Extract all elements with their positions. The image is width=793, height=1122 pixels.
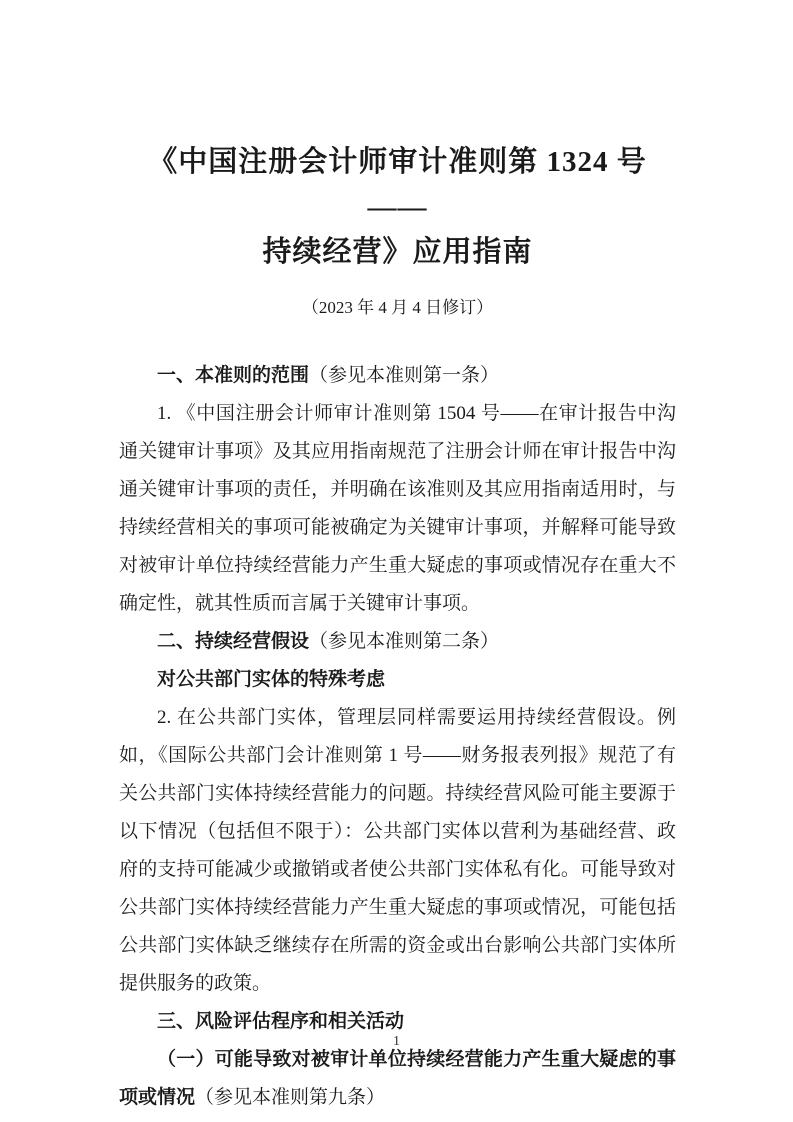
paragraph-1: 1. 《中国注册会计师审计准则第 1504 号——在审计报告中沟通关键审计事项》及其应用指南规范了注册会计师在审计报告中沟通关键审计事项的责任，并明确在该准则及其应用指南适用时，与持续经营相关的事项可能被确定为关键审计事项，并解释可能导致对被审计单位持续经营能力产生重大疑虑的事项或情况存在重大不确定性，就其性质而言属于关键审计事项。 — [119, 403, 676, 614]
document-content — [0, 140, 793, 1117]
paragraph-2: 2. 在公共部门实体，管理层同样需要运用持续经营假设。例如，《国际公共部门会计准则第 1 号——财务报表列报》规范了有关公共部门实体持续经营能力的问题。持续经营风险可能主要源于以下情况（包括但不限于）：公共部门实体以营利为基础经营、政府的支持可能减少或撤销或者使公共部门实体私有化。可能导致对公共部门实体持续经营能力产生重大疑虑的事项或情况，可能包括公共部门实体缺乏继续存在所需的资金或出台影响公共部门实体所提供服务的政策。 — [119, 707, 676, 994]
section-heading-scope-label: 一、本准则的范围 — [157, 365, 310, 386]
section-heading-going-concern-assumption-reference: （参见本准则第二条） — [309, 631, 500, 652]
section-heading-scope — [119, 357, 676, 395]
subsection-heading-events-conditions-label: （一）可能导致对被审计单位持续经营能力产生重大疑虑的事项或情况 — [119, 1049, 676, 1108]
revision-date-subtitle: （2023 年 4 月 4 日修订） — [301, 298, 494, 317]
section-heading-scope-reference: （参见本准则第一条） — [309, 365, 500, 386]
section-heading-going-concern-assumption-label: 二、持续经营假设 — [157, 631, 310, 652]
document-title-line-1: 《中国注册会计师审计准则第 1324 号—— — [148, 146, 647, 223]
section-heading-going-concern-assumption — [119, 623, 676, 661]
document-body — [119, 357, 676, 1117]
subheading-public-sector-considerations: 对公共部门实体的特殊考虑 — [157, 669, 386, 690]
subsection-heading-events-conditions — [119, 1041, 676, 1117]
page-number: 1 — [393, 1034, 400, 1049]
subsection-heading-events-conditions-reference: （参见本准则第九条） — [195, 1087, 386, 1108]
document-title-line-2: 持续经营》应用指南 — [262, 236, 533, 268]
document-title — [119, 140, 676, 275]
section-heading-risk-assessment: 三、风险评估程序和相关活动 — [157, 1011, 405, 1032]
